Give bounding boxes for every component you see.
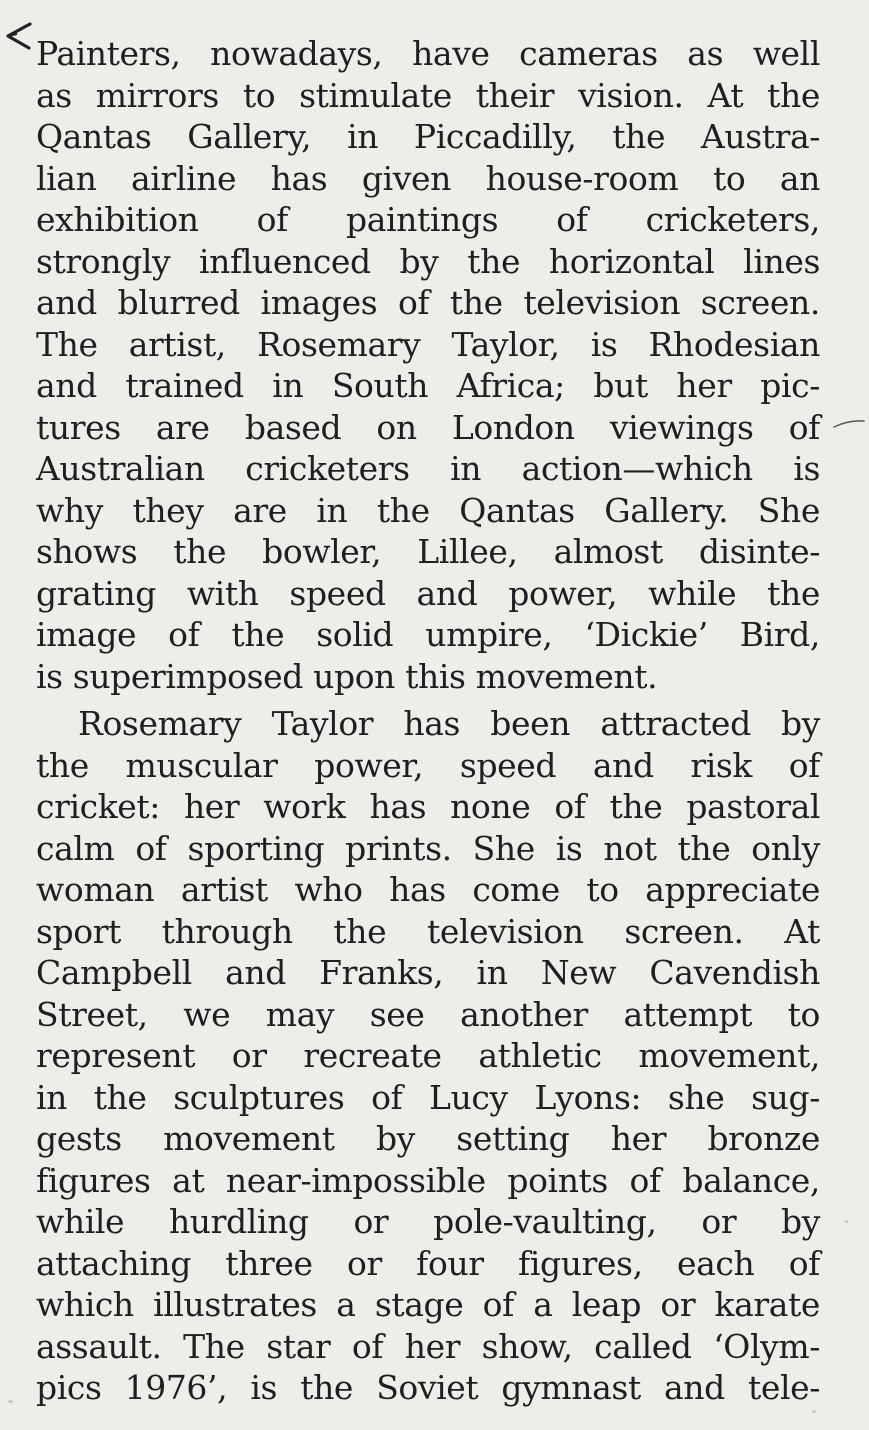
text-line: sport through the television screen. At xyxy=(36,911,820,951)
text-line: attaching three or four figures, each of xyxy=(36,1243,820,1283)
text-line: why they are in the Qantas Gallery. She xyxy=(36,490,820,530)
text-line: Rosemary Taylor has been attracted by xyxy=(78,704,820,743)
text-line: while hurdling or pole-vaulting, or by xyxy=(36,1202,820,1241)
text-line: assault. The star of her show, called ‘Olym- xyxy=(36,1326,820,1366)
article-column xyxy=(36,33,820,1409)
text-line: strongly influenced by the horizontal lines xyxy=(36,241,820,281)
text-line: and trained in South Africa; but her pic- xyxy=(36,366,820,405)
text-line: lian airline has given house-room to an xyxy=(36,158,820,198)
text-line: the muscular power, speed and risk of xyxy=(36,745,820,785)
text-line: which illustrates a stage of a leap or karate xyxy=(36,1285,820,1324)
text-line: represent or recreate athletic movement, xyxy=(36,1036,820,1075)
text-line: gests movement by setting her bronze xyxy=(36,1119,820,1158)
text-line: shows the bowler, Lillee, almost disinte- xyxy=(36,532,820,571)
text-line: exhibition of paintings of cricketers, xyxy=(36,200,820,239)
text-line: pics 1976’, is the Soviet gymnast and tele- xyxy=(36,1368,820,1407)
text-line: Painters, nowadays, have cameras as well xyxy=(36,34,820,73)
text-line: figures at near-impossible points of balance, xyxy=(36,1160,820,1200)
text-line: cricket: her work has none of the pastoral xyxy=(36,787,820,826)
text-line: in the sculptures of Lucy Lyons: she sug- xyxy=(36,1077,820,1117)
text-line: image of the solid umpire, ‘Dickie’ Bird, xyxy=(36,615,820,654)
text-line: tures are based on London viewings of xyxy=(36,407,820,447)
text-line: calm of sporting prints. She is not the only xyxy=(36,828,820,868)
text-line: The artist, Rosemary Taylor, is Rhodesian xyxy=(36,324,820,364)
hand-drawn-arrow-icon xyxy=(2,18,32,52)
text-line: as mirrors to stimulate their vision. At the xyxy=(36,75,820,115)
pencil-dash-icon xyxy=(832,418,866,430)
text-line: Australian cricketers in action—which is xyxy=(36,449,820,488)
text-line: and blurred images of the television screen. xyxy=(36,283,820,322)
article-paragraph-1 xyxy=(36,33,820,697)
text-line: Qantas Gallery, in Piccadilly, the Austra- xyxy=(36,117,820,156)
text-line: Street, we may see another attempt to xyxy=(36,994,820,1034)
ink-speck xyxy=(8,1400,13,1403)
text-line: grating with speed and power, while the xyxy=(36,573,820,613)
article-paragraph-2 xyxy=(36,703,820,1409)
text-line: is superimposed upon this movement. xyxy=(36,656,658,696)
ink-speck xyxy=(812,1410,816,1413)
text-line: woman artist who has come to appreciate xyxy=(36,870,820,909)
ink-speck xyxy=(845,1220,848,1223)
text-line: Campbell and Franks, in New Cavendish xyxy=(36,953,820,992)
